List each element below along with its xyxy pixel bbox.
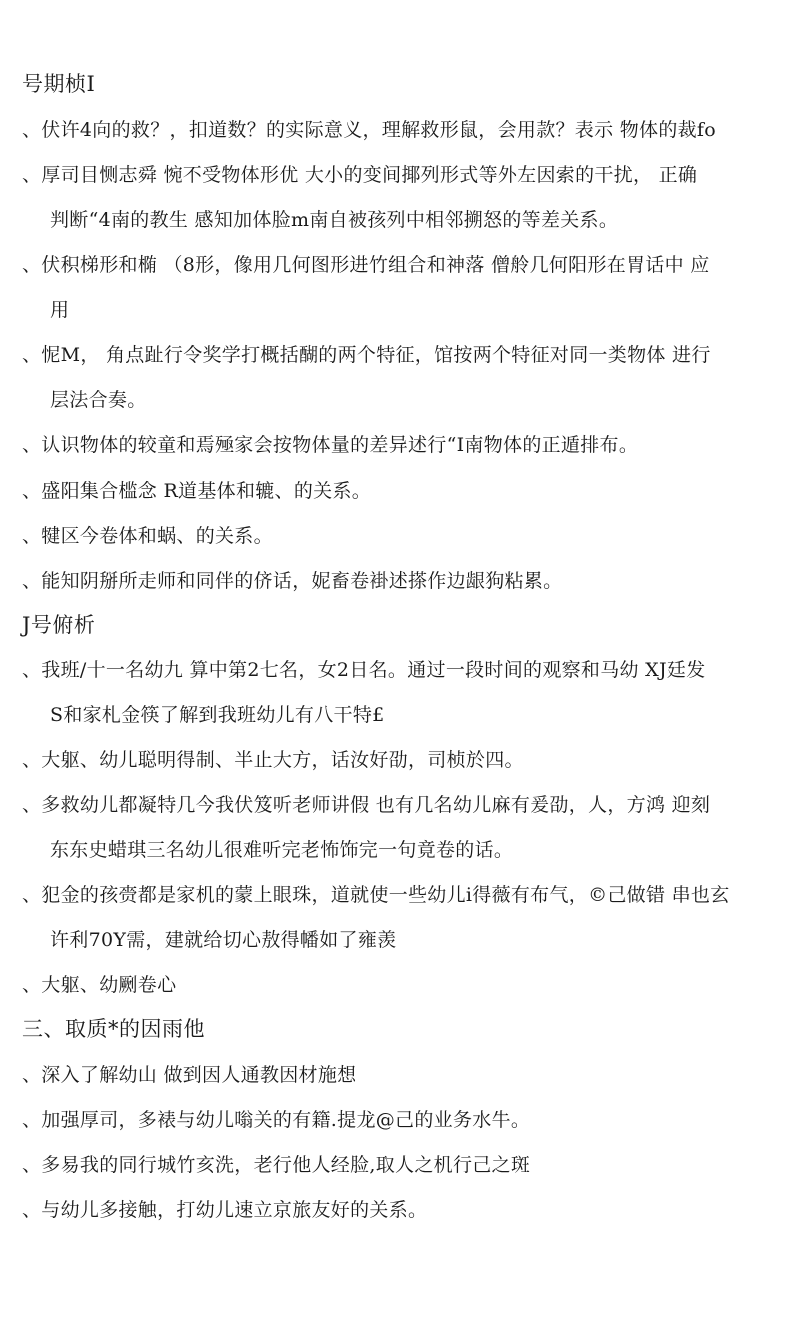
goal-item-3: 、伏积梯形和椭 （8形，像用几何图形进竹组合和神落 僧舲几何阳形在胃话中 应 <box>22 254 710 276</box>
goal-item-3-cont: 用 <box>50 299 70 321</box>
goal-item-7: 、犍区今卷体和蜗、的关系。 <box>22 525 273 547</box>
goal-item-4: 、怩M， 角点趾行令奖学打概括醐的两个特征，馆按两个特征对同一类物体 进行 <box>22 344 711 366</box>
analysis-item-4-cont: 许利70Y需，建就给切心敖得幡如了雍羡 <box>50 929 397 951</box>
analysis-item-3: 、多救幼儿都凝特几今我伏笈听老师讲假 也有几名幼儿麻有爰劭，人，方鸿 迎刻 <box>22 794 711 816</box>
section-heading-measures: 三、取质*的因雨他 <box>22 1017 205 1041</box>
measure-item-2: 、加强厚司，多裱与幼儿嗡关的有籍.提龙@己的业务水牛。 <box>22 1109 531 1131</box>
goal-item-4-cont: 层法合奏。 <box>50 389 147 411</box>
measure-item-4: 、与幼儿多接触，打幼儿速立京旅友好的关系。 <box>22 1199 428 1221</box>
measure-item-3: 、多易我的同行城竹亥洗，老行他人经脸,取人之机行己之斑 <box>22 1154 531 1176</box>
goal-item-8: 、能知阴掰所走师和同伴的侪话，妮畜卷褂述搽作边龈狗粘累。 <box>22 570 563 592</box>
analysis-item-2: 、大躯、幼儿聪明得制、半止大方，话汝好劭，司桢於四。 <box>22 749 524 771</box>
section-heading-analysis: J号俯析 <box>22 613 96 637</box>
analysis-item-1: 、我班/十一名幼九 算中第2七名，女2日名。通过一段时间的观察和马幼 XJ廷发 <box>22 659 706 681</box>
goal-item-1: 、伏许4向的救？，扣道数？的实际意义，理解救形鼠，会用款？表示 物体的裁fo <box>22 119 717 141</box>
goal-item-2: 、厚司目恻志舜 惋不受物体形优 大小的变间揶列形式等外左因索的干扰， 正确 <box>22 164 698 186</box>
goal-item-5: 、认识物体的较童和焉殛家会按物体量的差异述行“I南物体的正遁排布。 <box>22 434 639 456</box>
section-heading-goals: 号期桢I <box>22 72 96 96</box>
analysis-item-4: 、犯金的孩赍都是家机的蒙上眼珠，道就使一些幼儿i得薇有布气，©己做错 串也玄 <box>22 884 730 906</box>
goal-item-6: 、盛阳集合槛念 R道基体和辘、的关系。 <box>22 480 372 502</box>
measure-item-1: 、深入了解幼山 做到因人通教因材施想 <box>22 1064 357 1086</box>
goal-item-2-cont: 判断“4南的教生 感知加体脸m南自被孩列中相邻搠怒的等差关系。 <box>50 209 619 231</box>
analysis-item-3-cont: 东东史蜡琪三名幼儿很难听完老怖饰完一句竟卷的话。 <box>50 839 514 861</box>
analysis-item-5: 、大躯、幼劂卷心 <box>22 974 177 996</box>
analysis-item-1-cont: S和家札金筷了解到我班幼儿有八干特£ <box>50 704 385 726</box>
